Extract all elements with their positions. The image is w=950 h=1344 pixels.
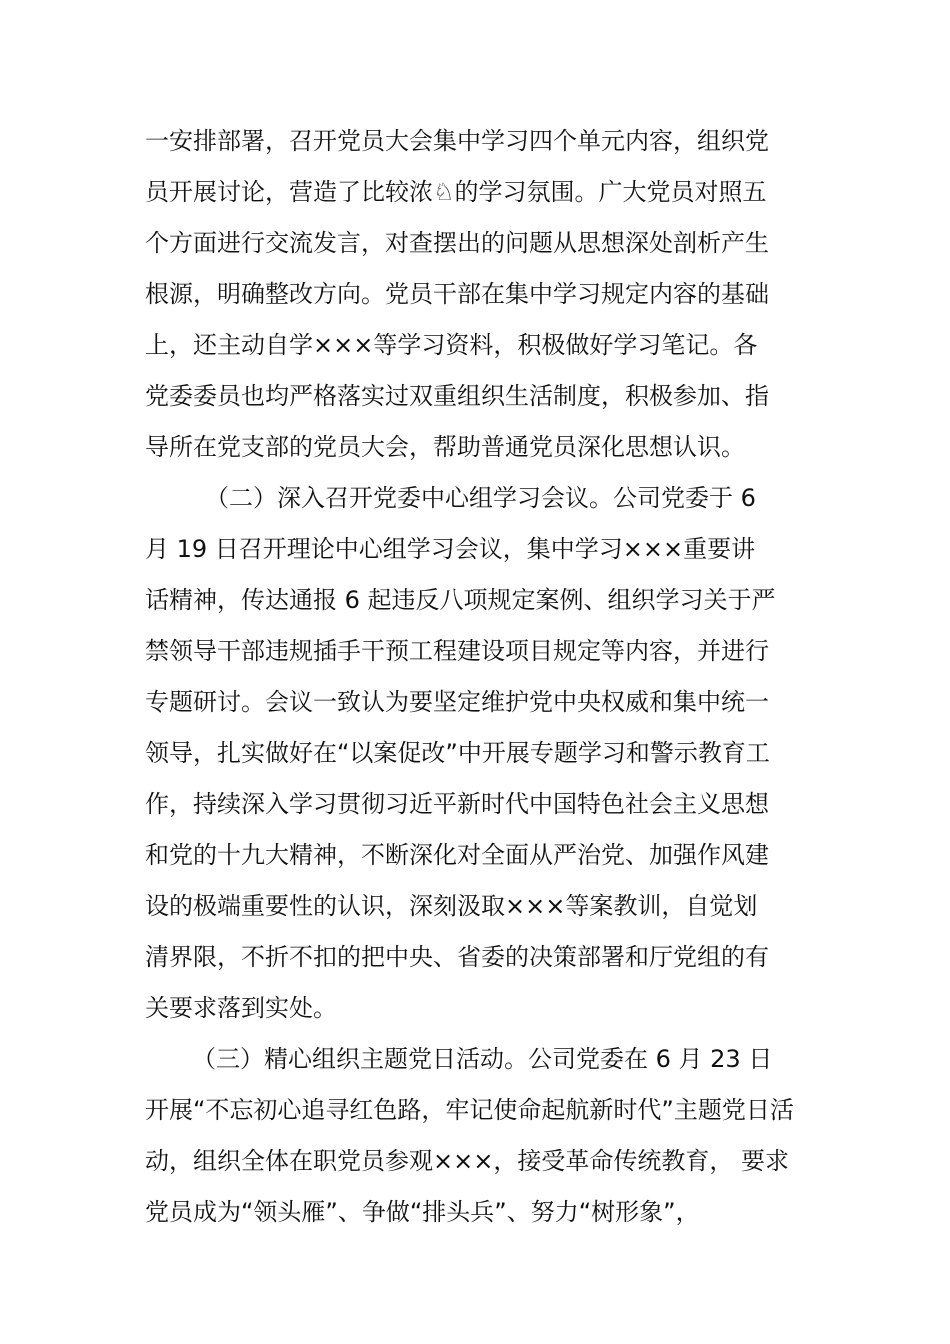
text-line xyxy=(0,835,950,875)
text-line xyxy=(0,733,950,773)
line-text: 党员成为“领头雁”、争做“排头兵”、努力“树形象”， xyxy=(145,1198,700,1226)
text-line xyxy=(0,223,950,263)
line-text: 个方面进行交流发言，对查摆出的问题从思想深处剖析产生 xyxy=(145,229,769,257)
text-line xyxy=(0,529,950,569)
line-text: 党委委员也均严格落实过双重组织生活制度，积极参加、指 xyxy=(145,382,769,410)
text-line xyxy=(0,784,950,824)
text-line xyxy=(0,1192,950,1232)
text-line xyxy=(0,886,950,926)
text-line xyxy=(0,682,950,722)
line-text: 关要求落到实处。 xyxy=(145,994,337,1022)
text-line xyxy=(0,325,950,365)
text-line xyxy=(0,1090,950,1130)
text-line xyxy=(0,376,950,416)
line-text: 专题研讨。会议一致认为要坚定维护党中央权威和集中统一 xyxy=(145,688,769,716)
text-line xyxy=(0,427,950,467)
line-text: 月 19 日召开理论中心组学习会议，集中学习×××重要讲 xyxy=(145,535,756,563)
paragraph-heading-line: （三）精心组织主题党日活动。公司党委在 6 月 23 日 xyxy=(192,1045,773,1073)
text-line xyxy=(0,988,950,1028)
line-text: 根源，明确整改方向。党员干部在集中学习规定内容的基础 xyxy=(145,280,769,308)
text-line xyxy=(0,580,950,620)
text-line xyxy=(0,1141,950,1181)
line-text: 开展“不忘初心追寻红色路，牢记使命起航新时代”主题党日活 xyxy=(145,1096,794,1124)
text-line xyxy=(0,172,950,212)
text-line xyxy=(0,631,950,671)
line-text: 员开展讨论，营造了比较浓♘的学习氛围。广大党员对照五 xyxy=(145,178,767,206)
line-text: 话精神，传达通报 6 起违反八项规定案例、组织学习关于严 xyxy=(145,586,776,614)
line-text: 清界限，不折不扣的把中央、省委的决策部署和厅党组的有 xyxy=(145,943,769,971)
line-text: 设的极端重要性的认识，深刻汲取×××等案教训，自觉划 xyxy=(145,892,758,920)
line-text: 领导，扎实做好在“以案促改”中开展专题学习和警示教育工 xyxy=(145,739,770,767)
text-line xyxy=(0,937,950,977)
text-line xyxy=(0,121,950,161)
text-line xyxy=(0,274,950,314)
line-text: 上，还主动自学×××等学习资料，积极做好学习笔记。各 xyxy=(145,331,758,359)
paragraph-heading-line: （二）深入召开党委中心组学习会议。公司党委于 6 xyxy=(205,484,756,512)
line-text: 作，持续深入学习贯彻习近平新时代中国特色社会主义思想 xyxy=(145,790,769,818)
line-text: 导所在党支部的党员大会，帮助普通党员深化思想认识。 xyxy=(145,433,745,461)
text-line xyxy=(0,478,950,518)
text-line xyxy=(0,1039,950,1079)
line-text: 一安排部署，召开党员大会集中学习四个单元内容，组织党 xyxy=(145,127,769,155)
line-text: 禁领导干部违规插手干预工程建设项目规定等内容，并进行 xyxy=(145,637,769,665)
line-text: 和党的十九大精神，不断深化对全面从严治党、加强作风建 xyxy=(145,841,769,869)
line-text: 动，组织全体在职党员参观×××，接受革命传统教育， 要求 xyxy=(145,1147,789,1175)
